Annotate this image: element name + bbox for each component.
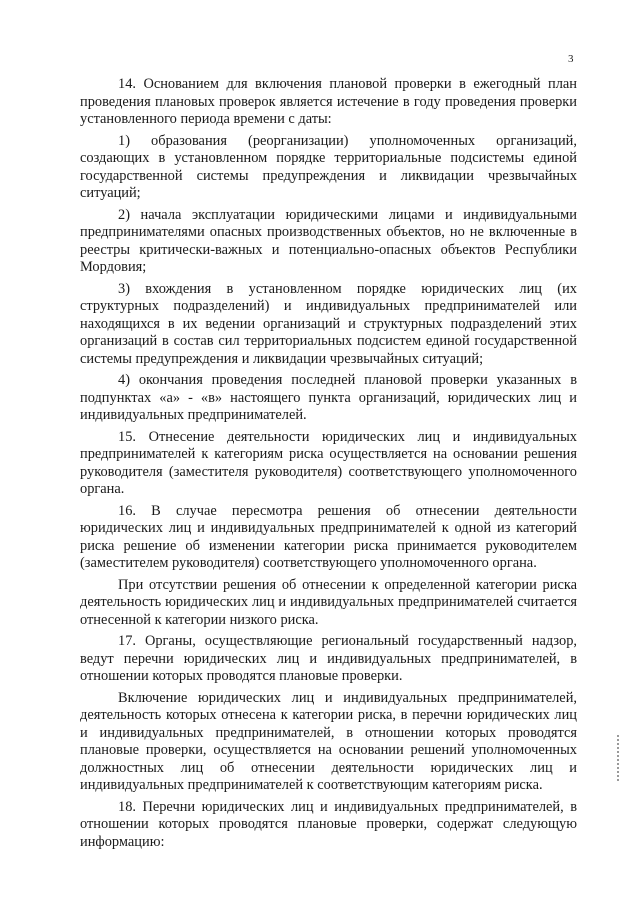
- paragraph-17-continuation: Включение юридических лиц и индивидуальных предпринимателей, деятельность которых отнесена к категории риска, в перечни юридических лиц и индивидуальных предпринимателей, в отношении которых проводятся плановые проверки, осуществляется на основании решений уполномоченных должностных лиц об отнесении деятельности юридических лиц и индивидуальных предпринимателей к соответствующим категориям риска.: [80, 689, 577, 793]
- paragraph-16: 16. В случае пересмотра решения об отнесении деятельности юридических лиц и индивидуальных предпринимателей к одной из категорий риска решение об изменении категории риска принимается руководителем (заместителем руководителя) соответствующего уполномоченного органа.: [80, 502, 577, 571]
- paragraph-15: 15. Отнесение деятельности юридических лиц и индивидуальных предпринимателей к категориям риска осуществляется на основании решения руководителя (заместителя руководителя) соответствующего уполномоченного органа.: [80, 428, 577, 497]
- list-item-1: 1) образования (реорганизации) уполномоченных организаций, создающих в установленном порядке территориальные подсистемы единой государственной системы предупреждения и ликвидации чрезвычайных ситуаций;: [80, 132, 577, 201]
- list-item-2: 2) начала эксплуатации юридическими лицами и индивидуальными предпринимателями опасных производственных объектов, но не включенные в реестры критически-важных и потенциально-опасных объектов Республики Мордовия;: [80, 206, 577, 275]
- paragraph-18: 18. Перечни юридических лиц и индивидуальных предпринимателей, в отношении которых проводятся плановые проверки, содержат следующую информацию:: [80, 798, 577, 850]
- document-body: [80, 76, 577, 855]
- paragraph-17: 17. Органы, осуществляющие региональный государственный надзор, ведут перечни юридических лиц и индивидуальных предпринимателей, в отношении которых проводятся плановые проверки.: [80, 633, 577, 684]
- page-number: 3: [568, 53, 574, 65]
- margin-scan-mark: [617, 735, 619, 783]
- list-item-3: 3) вхождения в установленном порядке юридических лиц (их структурных подразделений) и индивидуальных предпринимателей или находящихся в их ведении организаций и структурных подразделений этих организаций в состав сил территориальных подсистем единой государственной системы предупреждения и ликвидации чрезвычайных ситуаций;: [80, 280, 577, 367]
- paragraph-16-continuation: При отсутствии решения об отнесении к определенной категории риска деятельность юридических лиц и индивидуальных предпринимателей считается отнесенной к категории низкого риска.: [80, 576, 577, 628]
- paragraph-14: 14. Основанием для включения плановой проверки в ежегодный план проведения плановых проверок является истечение в году проведения проверки установленного периода времени с даты:: [80, 76, 577, 127]
- list-item-4: 4) окончания проведения последней плановой проверки указанных в подпунктах «а» - «в» настоящего пункта организаций, юридических лиц и индивидуальных предпринимателей.: [80, 372, 577, 423]
